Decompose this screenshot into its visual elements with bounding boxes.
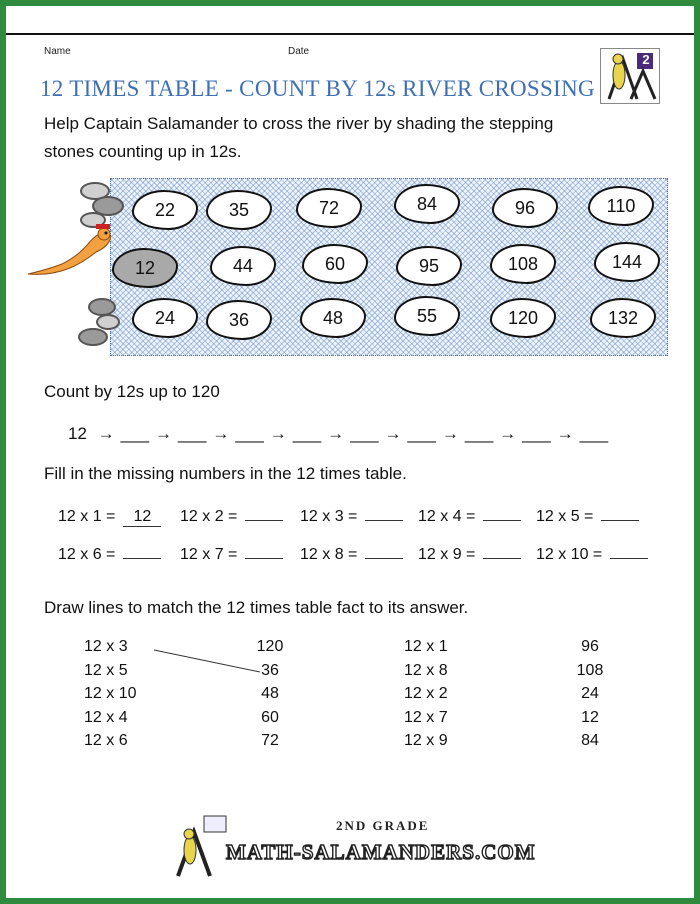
answer-blank[interactable]: 12 xyxy=(123,508,161,527)
answer-blank[interactable] xyxy=(365,558,403,559)
stepping-stone[interactable]: 72 xyxy=(296,188,362,228)
fact-label: 12 x 2 = xyxy=(180,508,238,525)
times-fact xyxy=(180,546,283,564)
count-sequence xyxy=(68,424,608,444)
answer-blank[interactable] xyxy=(483,558,521,559)
grade-badge: 2 xyxy=(642,52,650,67)
salamander-logo xyxy=(600,48,660,104)
count-blank[interactable]: ___ xyxy=(120,424,150,443)
fact-label: 12 x 7 = xyxy=(180,546,238,563)
times-fact xyxy=(58,508,161,527)
fact-label: 12 x 3 = xyxy=(300,508,358,525)
stepping-stone[interactable]: 95 xyxy=(396,246,462,286)
times-fact xyxy=(300,508,403,526)
arrow-icon: → xyxy=(327,424,345,443)
answer-blank[interactable] xyxy=(601,520,639,521)
match-fact[interactable]: 12 x 5 xyxy=(84,661,128,679)
match-answer[interactable]: 120 xyxy=(256,638,284,655)
footer-site: MATH-SALAMANDERS.COM xyxy=(226,840,536,864)
times-fact xyxy=(300,546,403,564)
count-blank[interactable]: ___ xyxy=(522,424,551,443)
stepping-stone[interactable]: 110 xyxy=(588,186,654,226)
fact-label: 12 x 1 = xyxy=(58,508,116,525)
match-answer[interactable]: 108 xyxy=(576,661,604,679)
match-answer[interactable]: 72 xyxy=(261,732,279,749)
fact-label: 12 x 5 = xyxy=(536,508,594,525)
stepping-stone[interactable]: 108 xyxy=(490,244,556,284)
match-answer[interactable]: 48 xyxy=(261,685,279,702)
stepping-stone[interactable]: 55 xyxy=(394,296,460,336)
stepping-stone[interactable]: 96 xyxy=(492,188,558,228)
stepping-stone[interactable]: 12 xyxy=(112,248,178,288)
bank-rock xyxy=(78,328,108,346)
name-label: Name xyxy=(44,46,71,57)
count-blank[interactable]: ___ xyxy=(292,424,322,443)
answer-blank[interactable] xyxy=(483,520,521,521)
count-heading: Count by 12s up to 120 xyxy=(44,382,220,401)
page-title: 12 TIMES TABLE - COUNT BY 12s RIVER CROSSING xyxy=(40,76,595,101)
match-fact[interactable]: 12 x 7 xyxy=(404,708,448,726)
fill-heading: Fill in the missing numbers in the 12 times table. xyxy=(44,464,407,483)
match-answer[interactable]: 12 xyxy=(581,708,599,726)
match-fact[interactable]: 12 x 1 xyxy=(404,638,448,655)
stepping-stone[interactable]: 144 xyxy=(594,242,660,282)
answer-blank[interactable] xyxy=(365,520,403,521)
match-answer[interactable]: 96 xyxy=(581,638,599,655)
arrow-icon: → xyxy=(155,424,173,443)
arrow-icon: → xyxy=(441,424,459,443)
answer-blank[interactable] xyxy=(245,520,283,521)
arrow-icon: → xyxy=(499,424,517,443)
stepping-stone[interactable]: 44 xyxy=(210,246,276,286)
stepping-stone[interactable]: 120 xyxy=(490,298,556,338)
times-fact xyxy=(418,546,521,564)
count-blank[interactable]: ___ xyxy=(464,424,494,443)
match-fact[interactable]: 12 x 9 xyxy=(404,732,448,749)
count-blanks xyxy=(92,424,608,443)
times-fact xyxy=(418,508,521,526)
bank-rock xyxy=(88,298,116,316)
stepping-stone[interactable]: 36 xyxy=(206,300,272,340)
bank-rock xyxy=(96,314,120,330)
match-fact[interactable]: 12 x 8 xyxy=(404,661,448,679)
match-answer[interactable]: 60 xyxy=(261,708,279,726)
stepping-stone[interactable]: 60 xyxy=(302,244,368,284)
answer-blank[interactable] xyxy=(123,558,161,559)
times-fact xyxy=(536,508,639,526)
match-answer[interactable]: 84 xyxy=(581,732,599,749)
example-match-line xyxy=(150,646,270,676)
times-fact xyxy=(180,508,283,526)
count-start: 12 xyxy=(68,424,87,443)
arrow-icon: → xyxy=(97,424,115,443)
times-fact xyxy=(536,546,648,564)
match-answer[interactable]: 36 xyxy=(261,661,279,679)
times-fact xyxy=(58,546,161,564)
captain-salamander-icon xyxy=(26,216,114,282)
count-blank[interactable]: ___ xyxy=(407,424,436,443)
match-fact[interactable]: 12 x 4 xyxy=(84,708,128,726)
count-blank[interactable]: ___ xyxy=(235,424,264,443)
arrow-icon: → xyxy=(556,424,574,443)
answer-blank[interactable] xyxy=(245,558,283,559)
footer-grade: 2ND GRADE xyxy=(336,818,430,833)
count-blank[interactable]: ___ xyxy=(350,424,379,443)
stepping-stone[interactable]: 48 xyxy=(300,298,366,338)
answer-blank[interactable] xyxy=(610,558,648,559)
fact-label: 12 x 10 = xyxy=(536,546,603,563)
fact-label: 12 x 9 = xyxy=(418,546,476,563)
count-blank[interactable]: ___ xyxy=(178,424,207,443)
arrow-icon: → xyxy=(212,424,230,443)
match-fact[interactable]: 12 x 3 xyxy=(84,638,128,655)
fact-label: 12 x 8 = xyxy=(300,546,358,563)
stepping-stone[interactable]: 132 xyxy=(590,298,656,338)
river-instructions-line2: stones counting up in 12s. xyxy=(44,142,242,161)
river-instructions-line1: Help Captain Salamander to cross the river by shading the stepping xyxy=(44,114,554,133)
arrow-icon: → xyxy=(269,424,287,443)
stepping-stone[interactable]: 84 xyxy=(394,184,460,224)
count-blank[interactable]: ___ xyxy=(579,424,609,443)
match-fact[interactable]: 12 x 2 xyxy=(404,685,448,702)
fact-label: 12 x 6 = xyxy=(58,546,116,563)
match-answer[interactable]: 24 xyxy=(581,685,599,702)
stepping-stone[interactable]: 22 xyxy=(132,190,198,230)
date-label: Date xyxy=(288,46,310,57)
footer-salamander-icon xyxy=(174,814,234,878)
fact-label: 12 x 4 = xyxy=(418,508,476,525)
match-fact[interactable]: 12 x 6 xyxy=(84,732,128,749)
top-rule xyxy=(6,33,694,35)
match-fact[interactable]: 12 x 10 xyxy=(84,685,137,702)
stepping-stone[interactable]: 35 xyxy=(206,190,272,230)
match-heading: Draw lines to match the 12 times table fact to its answer. xyxy=(44,598,469,617)
stepping-stone[interactable]: 24 xyxy=(132,298,198,338)
arrow-icon: → xyxy=(384,424,402,443)
worksheet-page xyxy=(6,6,694,898)
